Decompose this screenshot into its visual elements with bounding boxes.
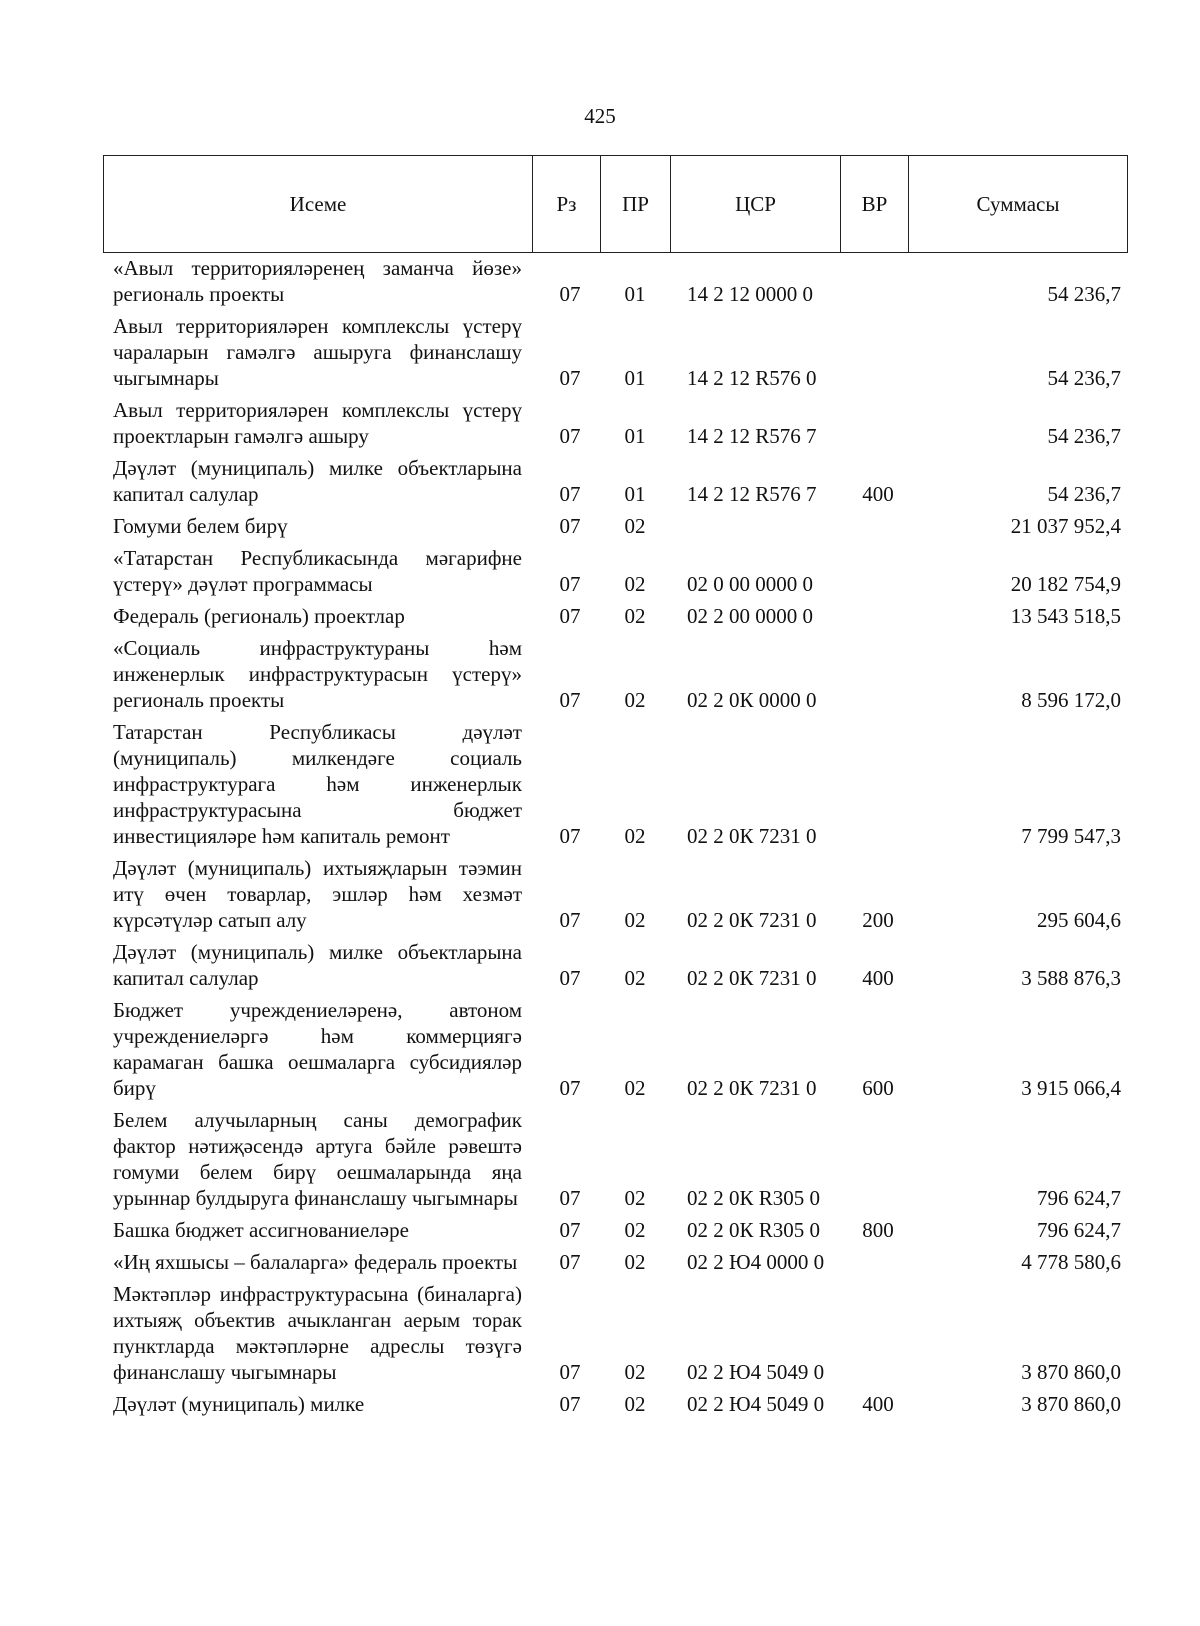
cell-pr: 02 [624,1392,646,1416]
cell-sum: 7 799 547,3 [1021,824,1121,848]
cell-vr: 200 [862,908,894,932]
cell-name: «Авыл территорияләренең заманча йөзе» региональ проекты [113,256,522,306]
cell-sum: 796 624,7 [1037,1218,1121,1242]
table-row [113,997,1125,1101]
cell-csr: 14 2 12 R576 7 [687,482,817,506]
cell-csr: 02 2 0К R305 0 [687,1218,821,1242]
cell-vr: 400 [862,966,894,990]
table-body [113,255,1125,1423]
header-csr: ЦСР [671,156,841,252]
cell-csr: 02 2 0К 0000 0 [687,688,817,712]
cell-sum: 21 037 952,4 [1010,514,1121,538]
cell-sum: 20 182 754,9 [1010,572,1121,596]
cell-rz: 07 [559,966,581,990]
cell-rz: 07 [559,1250,581,1274]
cell-pr: 02 [624,572,646,596]
cell-csr: 02 2 00 0000 0 [687,604,813,628]
cell-sum: 13 543 518,5 [1010,604,1121,628]
cell-rz: 07 [559,572,581,596]
cell-name: Башка бюджет ассигнованиеләре [113,1218,409,1242]
cell-name: Дәүләт (муниципаль) милке [113,1392,365,1416]
cell-name: Федераль (региональ) проектлар [113,604,405,628]
cell-rz: 07 [559,1186,581,1210]
cell-name: Гомуми белем бирү [113,514,288,538]
table-row [113,513,1125,539]
cell-name: Авыл территорияләрен комплекслы үстерү чараларын гамәлгә ашыруга финанслашу чыгымнары [113,314,522,390]
cell-sum: 3 915 066,4 [1021,1076,1121,1100]
cell-pr: 01 [624,482,646,506]
cell-pr: 02 [624,908,646,932]
table-row [113,635,1125,713]
header-vr: ВР [841,156,909,252]
cell-rz: 07 [559,282,581,306]
cell-pr: 01 [624,424,646,448]
cell-vr: 400 [862,482,894,506]
cell-name: Дәүләт (муниципаль) милке объектларына капитал салулар [113,456,522,506]
cell-pr: 02 [624,688,646,712]
cell-rz: 07 [559,366,581,390]
cell-vr: 600 [862,1076,894,1100]
cell-pr: 02 [624,1218,646,1242]
cell-name: Татарстан Республикасы дәүләт (муниципаль) милкендәге социаль инфраструктурага һәм инженерлык инфраструктурасына бюджет инвестицияләре һәм капиталь ремонт [113,720,522,848]
cell-sum: 796 624,7 [1037,1186,1121,1210]
cell-csr: 02 2 0К 7231 0 [687,824,817,848]
cell-name: Дәүләт (муниципаль) ихтыяҗларын тәэмин итү өчен товарлар, эшләр һәм хезмәт күрсәтүләр сатып алу [113,856,522,932]
cell-csr: 02 2 Ю4 5049 0 [687,1360,825,1384]
cell-sum: 54 236,7 [1047,424,1121,448]
cell-name: «Социаль инфраструктураны һәм инженерлык инфраструктурасын үстерү» региональ проекты [113,636,522,712]
cell-csr: 14 2 12 0000 0 [687,282,813,306]
cell-sum: 54 236,7 [1047,482,1121,506]
cell-csr: 02 2 Ю4 0000 0 [687,1250,825,1274]
cell-pr: 02 [624,966,646,990]
cell-rz: 07 [559,424,581,448]
cell-csr: 02 2 0К 7231 0 [687,966,817,990]
table-row [113,1217,1125,1243]
table-row [113,255,1125,307]
cell-csr: 14 2 12 R576 0 [687,366,817,390]
cell-name: Авыл территорияләрен комплекслы үстерү проектларын гамәлгә ашыру [113,398,522,448]
cell-rz: 07 [559,688,581,712]
cell-vr: 800 [862,1218,894,1242]
table-row [113,1391,1125,1417]
table-row [113,545,1125,597]
table-row [113,313,1125,391]
cell-pr: 02 [624,1250,646,1274]
cell-csr: 02 2 0К R305 0 [687,1186,821,1210]
cell-csr: 02 0 00 0000 0 [687,572,813,596]
table-row [113,855,1125,933]
cell-pr: 02 [624,1360,646,1384]
cell-name: Дәүләт (муниципаль) милке объектларына капитал салулар [113,940,522,990]
cell-sum: 4 778 580,6 [1021,1250,1121,1274]
cell-pr: 02 [624,514,646,538]
cell-name: «Иң яхшысы – балаларга» федераль проекты [113,1250,518,1274]
cell-rz: 07 [559,514,581,538]
cell-pr: 02 [624,1186,646,1210]
cell-pr: 02 [624,824,646,848]
table-row [113,397,1125,449]
cell-sum: 295 604,6 [1037,908,1121,932]
cell-sum: 54 236,7 [1047,282,1121,306]
cell-pr: 01 [624,366,646,390]
cell-rz: 07 [559,908,581,932]
cell-csr: 02 2 Ю4 5049 0 [687,1392,825,1416]
header-pr: ПР [601,156,671,252]
cell-sum: 54 236,7 [1047,366,1121,390]
cell-csr: 02 2 0К 7231 0 [687,908,817,932]
cell-name: Белем алучыларның саны демографик фактор нәтиҗәсендә артуга бәйле рәвештә гомуми белем бирү оешмаларында яңа урыннар булдыруга финанслашу чыгымнары [113,1108,522,1210]
table-row [113,719,1125,849]
table-row [113,603,1125,629]
table-row [113,1249,1125,1275]
table-row [113,1107,1125,1211]
header-rz: Рз [533,156,601,252]
cell-rz: 07 [559,1392,581,1416]
cell-rz: 07 [559,1218,581,1242]
cell-sum: 3 588 876,3 [1021,966,1121,990]
cell-csr: 14 2 12 R576 7 [687,424,817,448]
cell-pr: 01 [624,282,646,306]
cell-rz: 07 [559,604,581,628]
cell-sum: 3 870 860,0 [1021,1392,1121,1416]
table-row [113,1281,1125,1385]
cell-name: «Татарстан Республикасында мәгарифне үстерү» дәүләт программасы [113,546,522,596]
table-row [113,939,1125,991]
cell-rz: 07 [559,824,581,848]
cell-sum: 3 870 860,0 [1021,1360,1121,1384]
cell-sum: 8 596 172,0 [1021,688,1121,712]
header-sum: Суммасы [976,191,1060,216]
cell-csr: 02 2 0К 7231 0 [687,1076,817,1100]
cell-rz: 07 [559,482,581,506]
cell-pr: 02 [624,604,646,628]
cell-name: Бюджет учреждениеләренә, автоном учреждениеләргә һәм коммерциягә карамаган башка оешмаларга субсидияләр бирү [113,998,522,1100]
header-name: Исеме [104,156,533,252]
cell-name: Мәктәпләр инфраструктурасына (биналарга) ихтыяҗ объектив ачыкланган аерым торак пунктларда мәктәпләрне адреслы төзүгә финанслашу чыгымнары [113,1282,522,1384]
cell-vr: 400 [862,1392,894,1416]
table-row [113,455,1125,507]
cell-pr: 02 [624,1076,646,1100]
page-number: 425 [584,104,616,128]
table-header [103,155,1128,253]
cell-rz: 07 [559,1360,581,1384]
cell-rz: 07 [559,1076,581,1100]
